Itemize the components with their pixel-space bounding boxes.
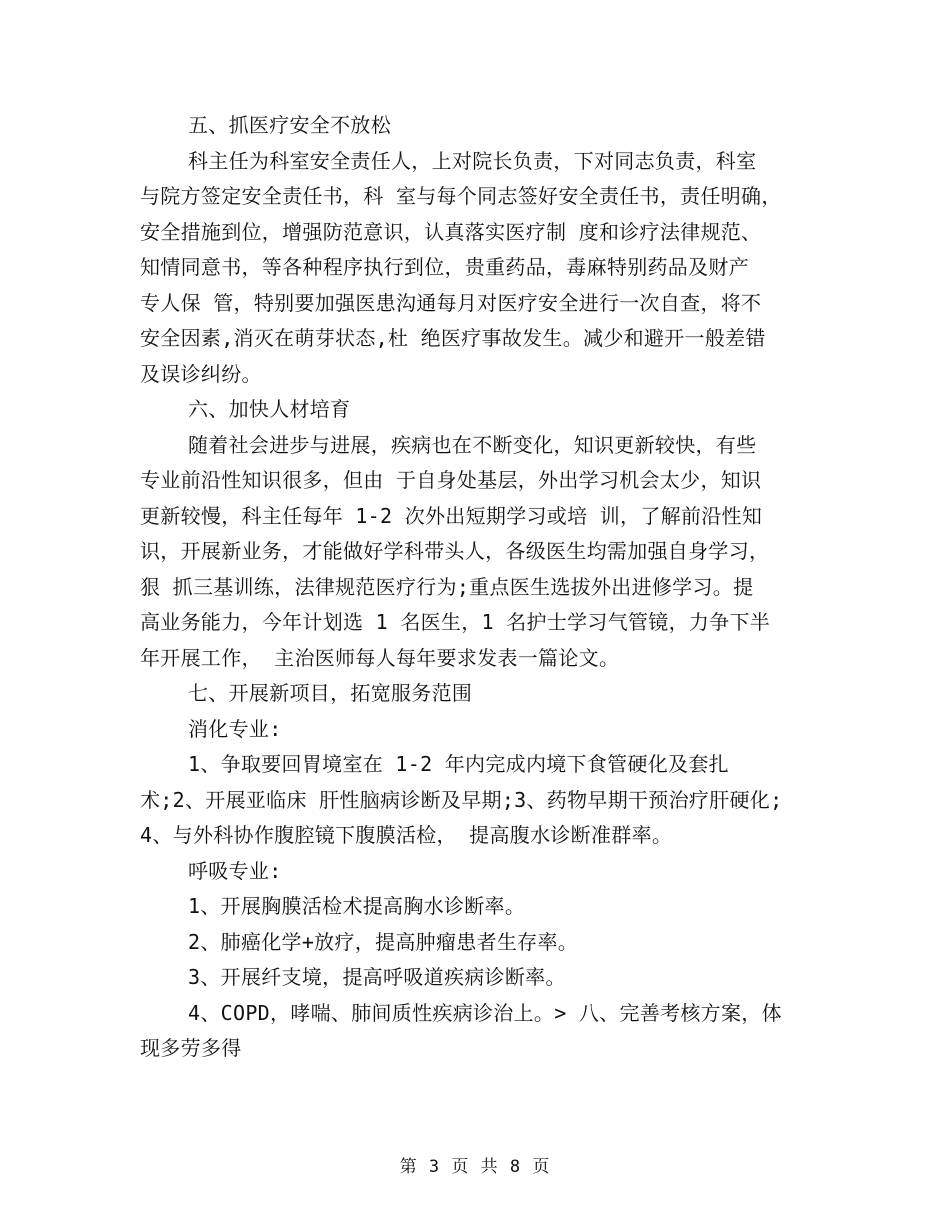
paragraph-line: 专业前沿性知识很多，但由 于自身处基层，外出学习机会太少，知识 (140, 468, 762, 492)
subsection-heading-digestive: 消化专业: (188, 716, 282, 741)
list-item: 4、与外科协作腹腔镜下腹膜活检， 提高腹水诊断准群率。 (140, 823, 673, 847)
paragraph-line: 更新较慢，科主任每年 1-2 次外出短期学习或培 训，了解前沿性知 (140, 503, 763, 528)
list-item-continuation: 现多劳多得 (140, 1036, 242, 1060)
list-item: 1、开展胸膜活检术提高胸水诊断率。 (188, 894, 526, 918)
list-item: 4、COPD，哮喘、肺间质性疾病诊治上。> 八、完善考核方案，体 (188, 1000, 782, 1025)
subsection-heading-respiratory: 呼吸专业: (188, 858, 282, 883)
list-item: 3、开展纤支境，提高呼吸道疾病诊断率。 (188, 965, 566, 989)
document-body (140, 108, 815, 1067)
paragraph-line: 安全措施到位，增强防范意识，认真落实医疗制 度和诊疗法律规范、 (140, 219, 762, 244)
paragraph-line: 狠 抓三基训练，法律规范医疗行为;重点医生选拔外出进修学习。提 (140, 574, 754, 599)
section-heading-5: 五、抓医疗安全不放松 (188, 113, 391, 137)
paragraph-line: 知情同意书，等各种程序执行到位，贵重药品，毒麻特别药品及财产 (140, 255, 749, 279)
paragraph-line: 及误诊纠纷。 (140, 361, 262, 386)
paragraph-line: 专人保 管，特别要加强医患沟通每月对医疗安全进行一次自查，将不 (140, 290, 762, 315)
paragraph-line: 年开展工作， 主治医师每人每年要求发表一篇论文。 (140, 645, 620, 670)
paragraph-line: 识，开展新业务，才能做好学科带头人，各级医生均需加强自身学习， (140, 539, 770, 563)
list-item-continuation: 术;2、开展亚临床 肝性脑病诊断及早期;3、药物早期干预治疗肝硬化; (140, 787, 783, 812)
paragraph-line: 随着社会进步与进展，疾病也在不断变化，知识更新较快，有些 (188, 432, 757, 457)
list-item: 1、争取要回胃境室在 1-2 年内完成内境下食管硬化及套扎 (188, 752, 729, 776)
section-heading-7: 七、开展新项目，拓宽服务范围 (188, 681, 473, 705)
list-item: 2、肺癌化学+放疗，提高肿瘤患者生存率。 (188, 929, 579, 954)
paragraph-line: 与院方签定安全责任书，科 室与每个同志签好安全责任书，责任明确， (140, 184, 782, 208)
paragraph-line: 科主任为科室安全责任人，上对院长负责，下对同志负责，科室 (188, 148, 757, 173)
paragraph-line: 高业务能力，今年计划选 1 名医生，1 名护士学习气管镜，力争下半 (140, 610, 771, 634)
page-number-footer: 第 3 页 共 8 页 (399, 1157, 551, 1177)
section-heading-6: 六、加快人材培育 (188, 397, 351, 421)
paragraph-line: 安全因素,消灭在萌芽状态,杜 绝医疗事故发生。减少和避开一般差错 (140, 326, 766, 350)
